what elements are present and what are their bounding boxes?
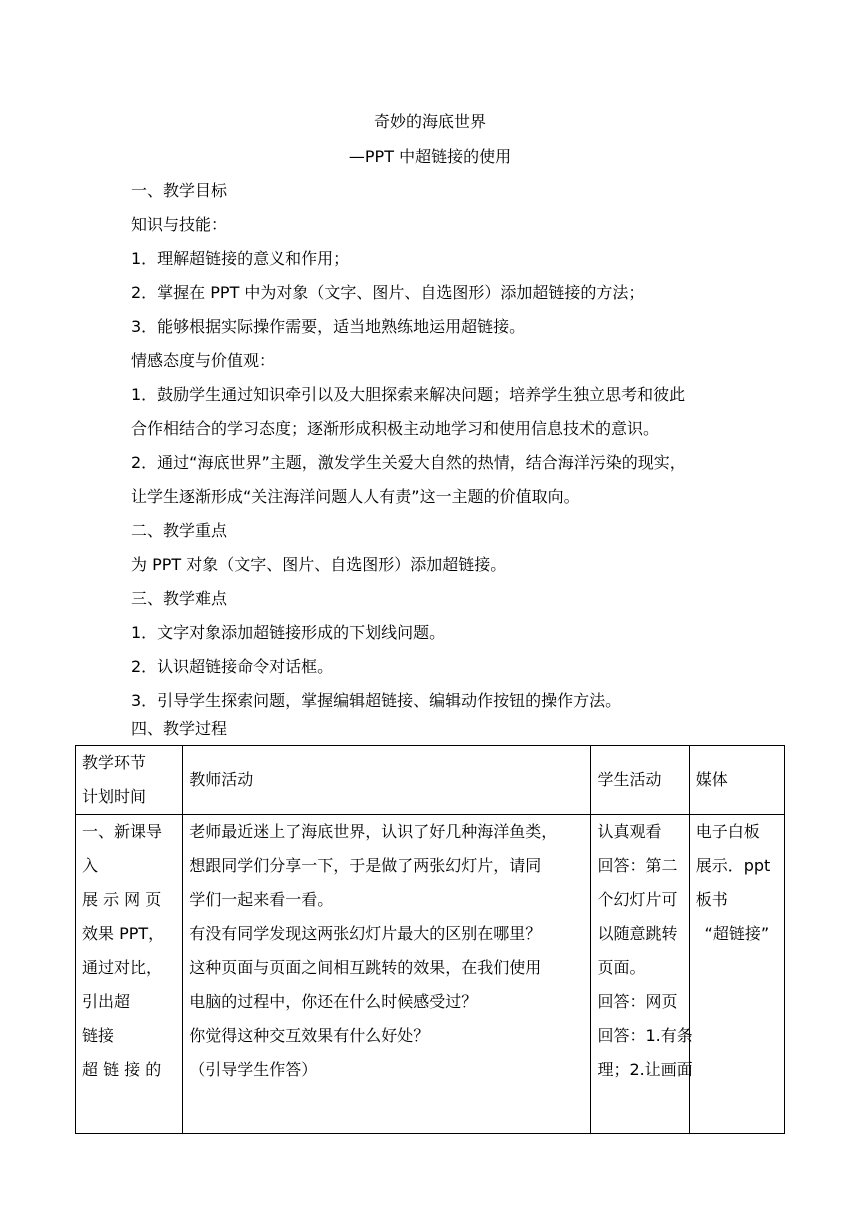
header-cell-stage: 教学环节 计划时间 bbox=[76, 746, 183, 815]
paragraph-line: 2．认识超链接命令对话框。 bbox=[131, 657, 334, 676]
section-heading-process: 四、教学过程 bbox=[131, 719, 228, 738]
paragraph-line: 让学生逐渐形成“关注海洋问题人人有责”这一主题的价值取向。 bbox=[131, 487, 580, 506]
paragraph-line: 3．引导学生探索问题，掌握编辑超链接、编辑动作按钮的操作方法。 bbox=[131, 691, 622, 710]
doc-title: 奇妙的海底世界 bbox=[373, 112, 486, 131]
subheading-attitude: 情感态度与价值观： bbox=[131, 351, 276, 370]
table-row bbox=[76, 815, 785, 1134]
paragraph-line: 2．掌握在 PPT 中为对象（文字、图片、自选图形）添加超链接的方法； bbox=[131, 283, 645, 302]
section-heading-objectives: 一、教学目标 bbox=[131, 181, 228, 200]
paragraph-line: 合作相结合的学习态度；逐渐形成积极主动地学习和使用信息技术的意识。 bbox=[131, 419, 660, 438]
teaching-process-table bbox=[75, 745, 785, 1134]
header-cell-teacher: 教师活动 bbox=[183, 746, 591, 815]
cell-media: 电子白板 展示．ppt 板书 “超链接” bbox=[689, 815, 784, 1134]
section-heading-difficulties: 三、教学难点 bbox=[131, 589, 228, 608]
cell-teacher-activity: 老师最近迷上了海底世界，认识了好几种海洋鱼类， 想跟同学们分享一下，于是做了两张幻灯片，请同 学们一起来看一看。 有没有同学发现这两张幻灯片最大的区别在哪里？ 这种页面与页面之间相互跳转的效果，在我们使用 电脑的过程中，你还在什么时候感受过？ 你觉得这种交互效果有什么好处？ （引导学生作答） bbox=[183, 815, 591, 1134]
header-cell-student: 学生活动 bbox=[591, 746, 689, 815]
subheading-knowledge: 知识与技能： bbox=[131, 215, 228, 234]
paragraph-line: 1．理解超链接的意义和作用； bbox=[131, 249, 350, 268]
paragraph-line: 2．通过“海底世界”主题，激发学生关爱大自然的热情，结合海洋污染的现实， bbox=[131, 453, 686, 472]
header-cell-media: 媒体 bbox=[689, 746, 784, 815]
cell-student-activity: 认真观看 回答：第二 个幻灯片可 以随意跳转 页面。 回答：网页 回答：1.有条 理；2.让画面 bbox=[591, 815, 689, 1134]
paragraph-line: 3．能够根据实际操作需要，适当地熟练地运用超链接。 bbox=[131, 317, 526, 336]
table-header-row bbox=[76, 746, 785, 815]
paragraph-line: 1．鼓励学生通过知识牵引以及大胆探索来解决问题；培养学生独立思考和彼此 bbox=[131, 385, 686, 404]
paragraph-line: 1．文字对象添加超链接形成的下划线问题。 bbox=[131, 623, 446, 642]
section-heading-key-points: 二、教学重点 bbox=[131, 521, 228, 540]
doc-subtitle: —PPT 中超链接的使用 bbox=[348, 147, 512, 166]
cell-stage: 一、新课导 入 展 示 网 页 效果 PPT， 通过对比， 引出超 链接 超 链 接 的 bbox=[76, 815, 183, 1134]
paragraph-line: 为 PPT 对象（文字、图片、自选图形）添加超链接。 bbox=[131, 555, 507, 574]
